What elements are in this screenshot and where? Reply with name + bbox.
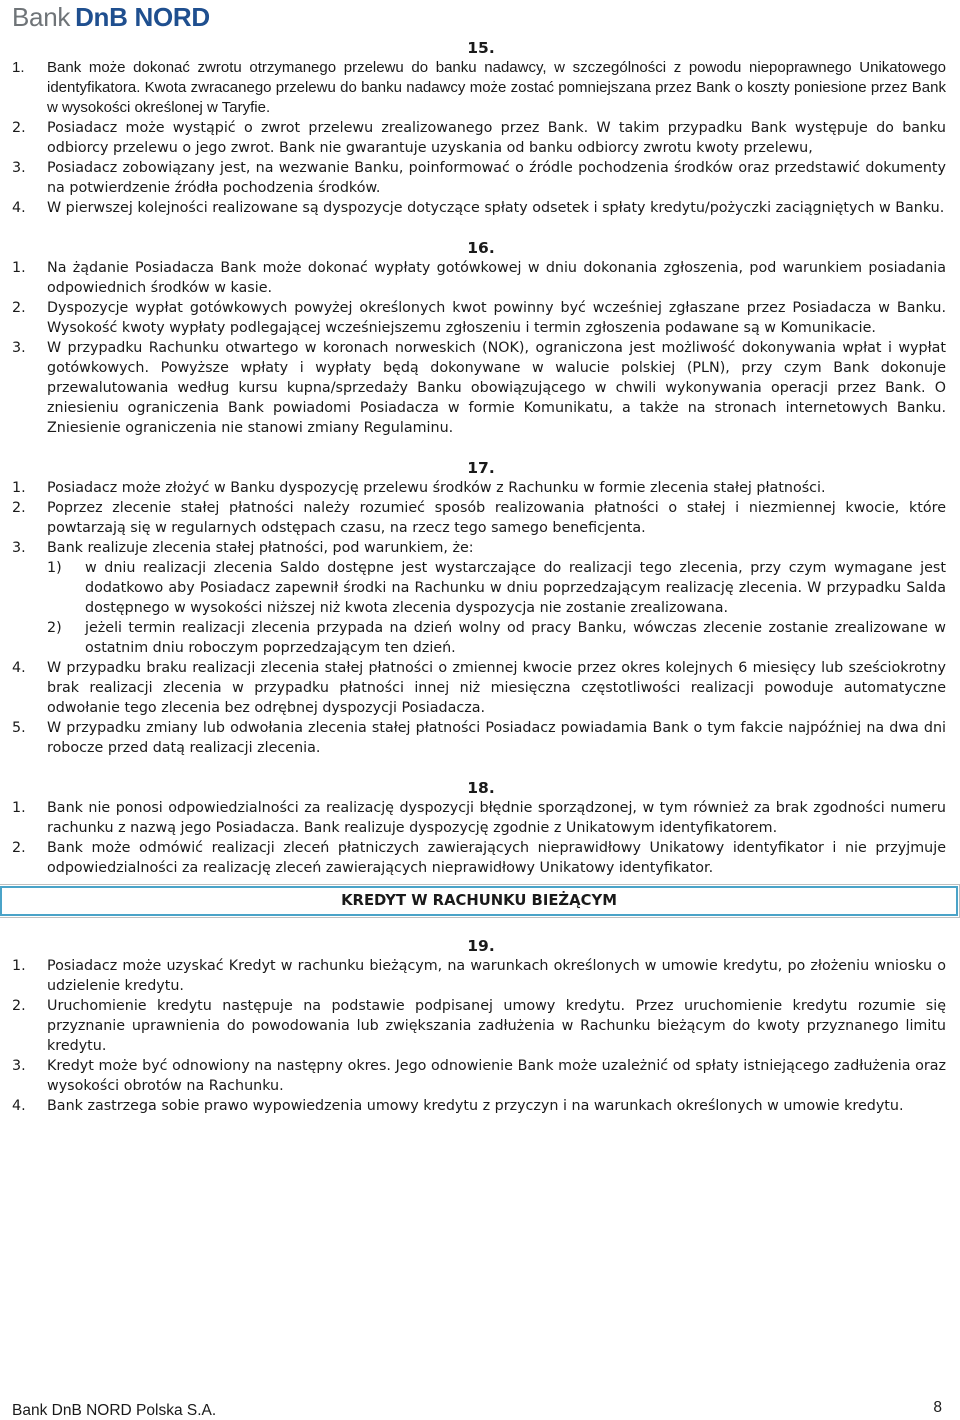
item-number: 2. [12, 998, 26, 1014]
item-number: 4. [12, 1098, 26, 1114]
item-text: W przypadku Rachunku otwartego w koronach norweskich (NOK), ograniczona jest możliwość dokonywania wpłat i wypłat gotówkowych. Powyższe wpłaty i wypłaty będą dokonywane w walucie polskiej (PLN), przy czym Bank dokonuje przewalutowania według kursu kupna/sprzedaży Banku obowiązującego w chwili wykonywania operacji przez Bank. O zniesieniu ograniczenia Bank powiadomi Posiadacza w formie Komunikatu, a także na stronach internetowych Banku. Zniesienie ograniczenia nie stanowi zmiany Regulaminu. [47, 340, 946, 436]
chapter-title-box [0, 886, 958, 916]
list-item [12, 1056, 946, 1096]
list-item [12, 1096, 946, 1116]
item-number: 1. [12, 958, 26, 974]
page-number: 8 [933, 1399, 942, 1416]
item-number: 1. [12, 800, 26, 816]
section-16 [12, 238, 946, 438]
sub-item-text: w dniu realizacji zlecenia Saldo dostępne jest wystarczające do realizacji tego zlecenia, przy czym wymagane jest dodatkowo aby Posiadacz zapewnił środki na Rachunku w dniu poprzedzającym realizację zlecenia. W przypadku Salda dostępnego w wysokości niższej niż kwota zlecenia dyspozycja nie zostanie zrealizowana. [85, 560, 946, 616]
item-text: W przypadku braku realizacji zlecenia stałej płatności o zmiennej kwocie przez okres kolejnych 6 miesięcy lub sześciokrotny brak realizacji zlecenia w przypadku płatności innej niż miesięczna częstotliwości realizacji powoduje automatyczne odwołanie tego zlecenia bez odrębnej dyspozycji Posiadacza. [47, 660, 946, 716]
item-text: Bank zastrzega sobie prawo wypowiedzenia umowy kredytu z przyczyn i na warunkach określonych w umowie kredytu. [47, 1098, 904, 1114]
section-19 [12, 936, 946, 1116]
logo-text-bank: Bank [12, 2, 71, 32]
item-number: 2. [12, 500, 26, 516]
item-text: Bank nie ponosi odpowiedzialności za realizację dyspozycji błędnie sporządzonej, w tym również za brak zgodności numeru rachunku z nazwą jego Posiadacza. Bank realizuje dyspozycję zgodnie z Unikatowym identyfikatorem. [47, 800, 946, 836]
item-number: 4. [12, 660, 26, 676]
section-17 [12, 458, 946, 758]
item-text: Uruchomienie kredytu następuje na podstawie podpisanej umowy kredytu. Przez uruchomienie kredytu rozumie się przyznanie uprawnienia do powodowania lub zwiększania zadłużenia w Rachunku bieżącym do kwoty przyznanego limitu kredytu. [47, 998, 946, 1054]
item-text: Na żądanie Posiadacza Bank może dokonać wypłaty gotówkowej w dniu dokonania zgłoszenia, pod warunkiem posiadania odpowiednich środków w kasie. [47, 260, 946, 296]
sub-item-text: jeżeli termin realizacji zlecenia przypada na dzień wolny od pracy Banku, wówczas zlecenie zostanie zrealizowane w ostatnim dniu roboczym poprzedzającym ten dzień. [85, 620, 946, 656]
list-item [12, 798, 946, 838]
list-item [12, 538, 946, 658]
item-number: 2. [12, 120, 26, 136]
item-text: Kredyt może być odnowiony na następny okres. Jego odnowienie Bank może uzależnić od spłaty istniejącego zadłużenia oraz wysokości obrotów na Rachunku. [47, 1058, 946, 1094]
item-text: Posiadacz może uzyskać Kredyt w rachunku bieżącym, na warunkach określonych w umowie kredytu, po złożeniu wniosku o udzielenie kredytu. [47, 958, 946, 994]
document-body [12, 38, 946, 1116]
item-number: 2. [12, 300, 26, 316]
list-item [12, 338, 946, 438]
item-number: 3. [12, 340, 26, 356]
logo-text-dnb-nord: DnB NORD [75, 2, 210, 32]
sub-item-number: 2) [47, 620, 62, 636]
list-item [12, 118, 946, 158]
item-number: 3. [12, 160, 26, 176]
list-item [12, 198, 946, 218]
list-item [12, 498, 946, 538]
chapter-title: KREDYT W RACHUNKU BIEŻĄCYM [341, 892, 617, 909]
section-heading: 15. [467, 39, 495, 57]
item-text: Poprzez zlecenie stałej płatności należy rozumieć sposób realizowania płatności o stałej i niezmiennej kwocie, które powtarzają się w regularnych odstępach czasu, na rzecz tego samego beneficjenta. [47, 500, 946, 536]
list-item [12, 718, 946, 758]
item-text: Posiadacz zobowiązany jest, na wezwanie Banku, poinformować o źródle pochodzenia środków oraz przedstawić dokumenty na potwierdzenie źródła pochodzenia środków. [47, 160, 946, 196]
list-item [12, 658, 946, 718]
list-item [12, 158, 946, 198]
item-number: 1. [12, 59, 25, 76]
list-item [12, 478, 946, 498]
item-number: 3. [12, 1058, 26, 1074]
item-text: Bank może odmówić realizacji zleceń płatniczych zawierających nieprawidłowy Unikatowy identyfikator i nie przyjmuje odpowiedzialności za realizację zleceń zawierających nieprawidłowy Unikatowy identyfikator. [47, 840, 946, 876]
item-number: 4. [12, 200, 26, 216]
item-number: 1. [12, 260, 26, 276]
section-heading: 16. [467, 239, 495, 257]
item-text: W pierwszej kolejności realizowane są dyspozycje dotyczące spłaty odsetek i spłaty kredytu/pożyczki zaciągniętych w Banku. [47, 200, 945, 216]
bank-logo [12, 2, 210, 32]
item-number: 3. [12, 540, 26, 556]
item-text: Bank może dokonać zwrotu otrzymanego przelewu do banku nadawcy, w szczególności z powodu niepoprawnego Unikatowego identyfikatora. Kwota zwracanego przelewu do banku nadawcy może zostać pomniejszana przez Bank o koszty poniesione przez Bank w wysokości określonej w Taryfie. [47, 59, 946, 116]
item-text: Posiadacz może złożyć w Banku dyspozycję przelewu środków z Rachunku w formie zlecenia stałej płatności. [47, 480, 826, 496]
item-text: W przypadku zmiany lub odwołania zlecenia stałej płatności Posiadacz powiadamia Bank o tym fakcie najpóźniej na dwa dni robocze przed datą realizacji zlecenia. [47, 720, 946, 756]
item-text: Posiadacz może wystąpić o zwrot przelewu zrealizowanego przez Bank. W takim przypadku Bank występuje do banku odbiorcy przelewu o jego zwrot. Bank nie gwarantuje uzyskania od banku odbiorcy zwrotu kwoty przelewu, [47, 120, 946, 156]
list-item [12, 838, 946, 878]
sub-list-item [47, 558, 946, 618]
list-item [12, 258, 946, 298]
section-18 [12, 778, 946, 878]
footer-company: Bank DnB NORD Polska S.A. [12, 1402, 217, 1419]
list-item [12, 58, 946, 118]
item-number: 2. [12, 840, 26, 856]
section-heading: 19. [467, 937, 495, 955]
list-item [12, 956, 946, 996]
item-text: Dyspozycje wypłat gotówkowych powyżej określonych kwot powinny być wcześniej zgłaszane przez Posiadacza w Banku. Wysokość kwoty wypłaty podlegającej wcześniejszemu zgłoszeniu i termin zgłoszenia podawane są w Komunikacie. [47, 300, 946, 336]
list-item [12, 996, 946, 1056]
sub-list-item [47, 618, 946, 658]
list-item [12, 298, 946, 338]
section-heading: 18. [467, 779, 495, 797]
item-number: 5. [12, 720, 26, 736]
item-text: Bank realizuje zlecenia stałej płatności, pod warunkiem, że: [47, 540, 474, 556]
item-number: 1. [12, 480, 26, 496]
item-body [47, 538, 946, 658]
section-heading: 17. [467, 459, 495, 477]
sub-item-number: 1) [47, 560, 62, 576]
section-15 [12, 38, 946, 218]
